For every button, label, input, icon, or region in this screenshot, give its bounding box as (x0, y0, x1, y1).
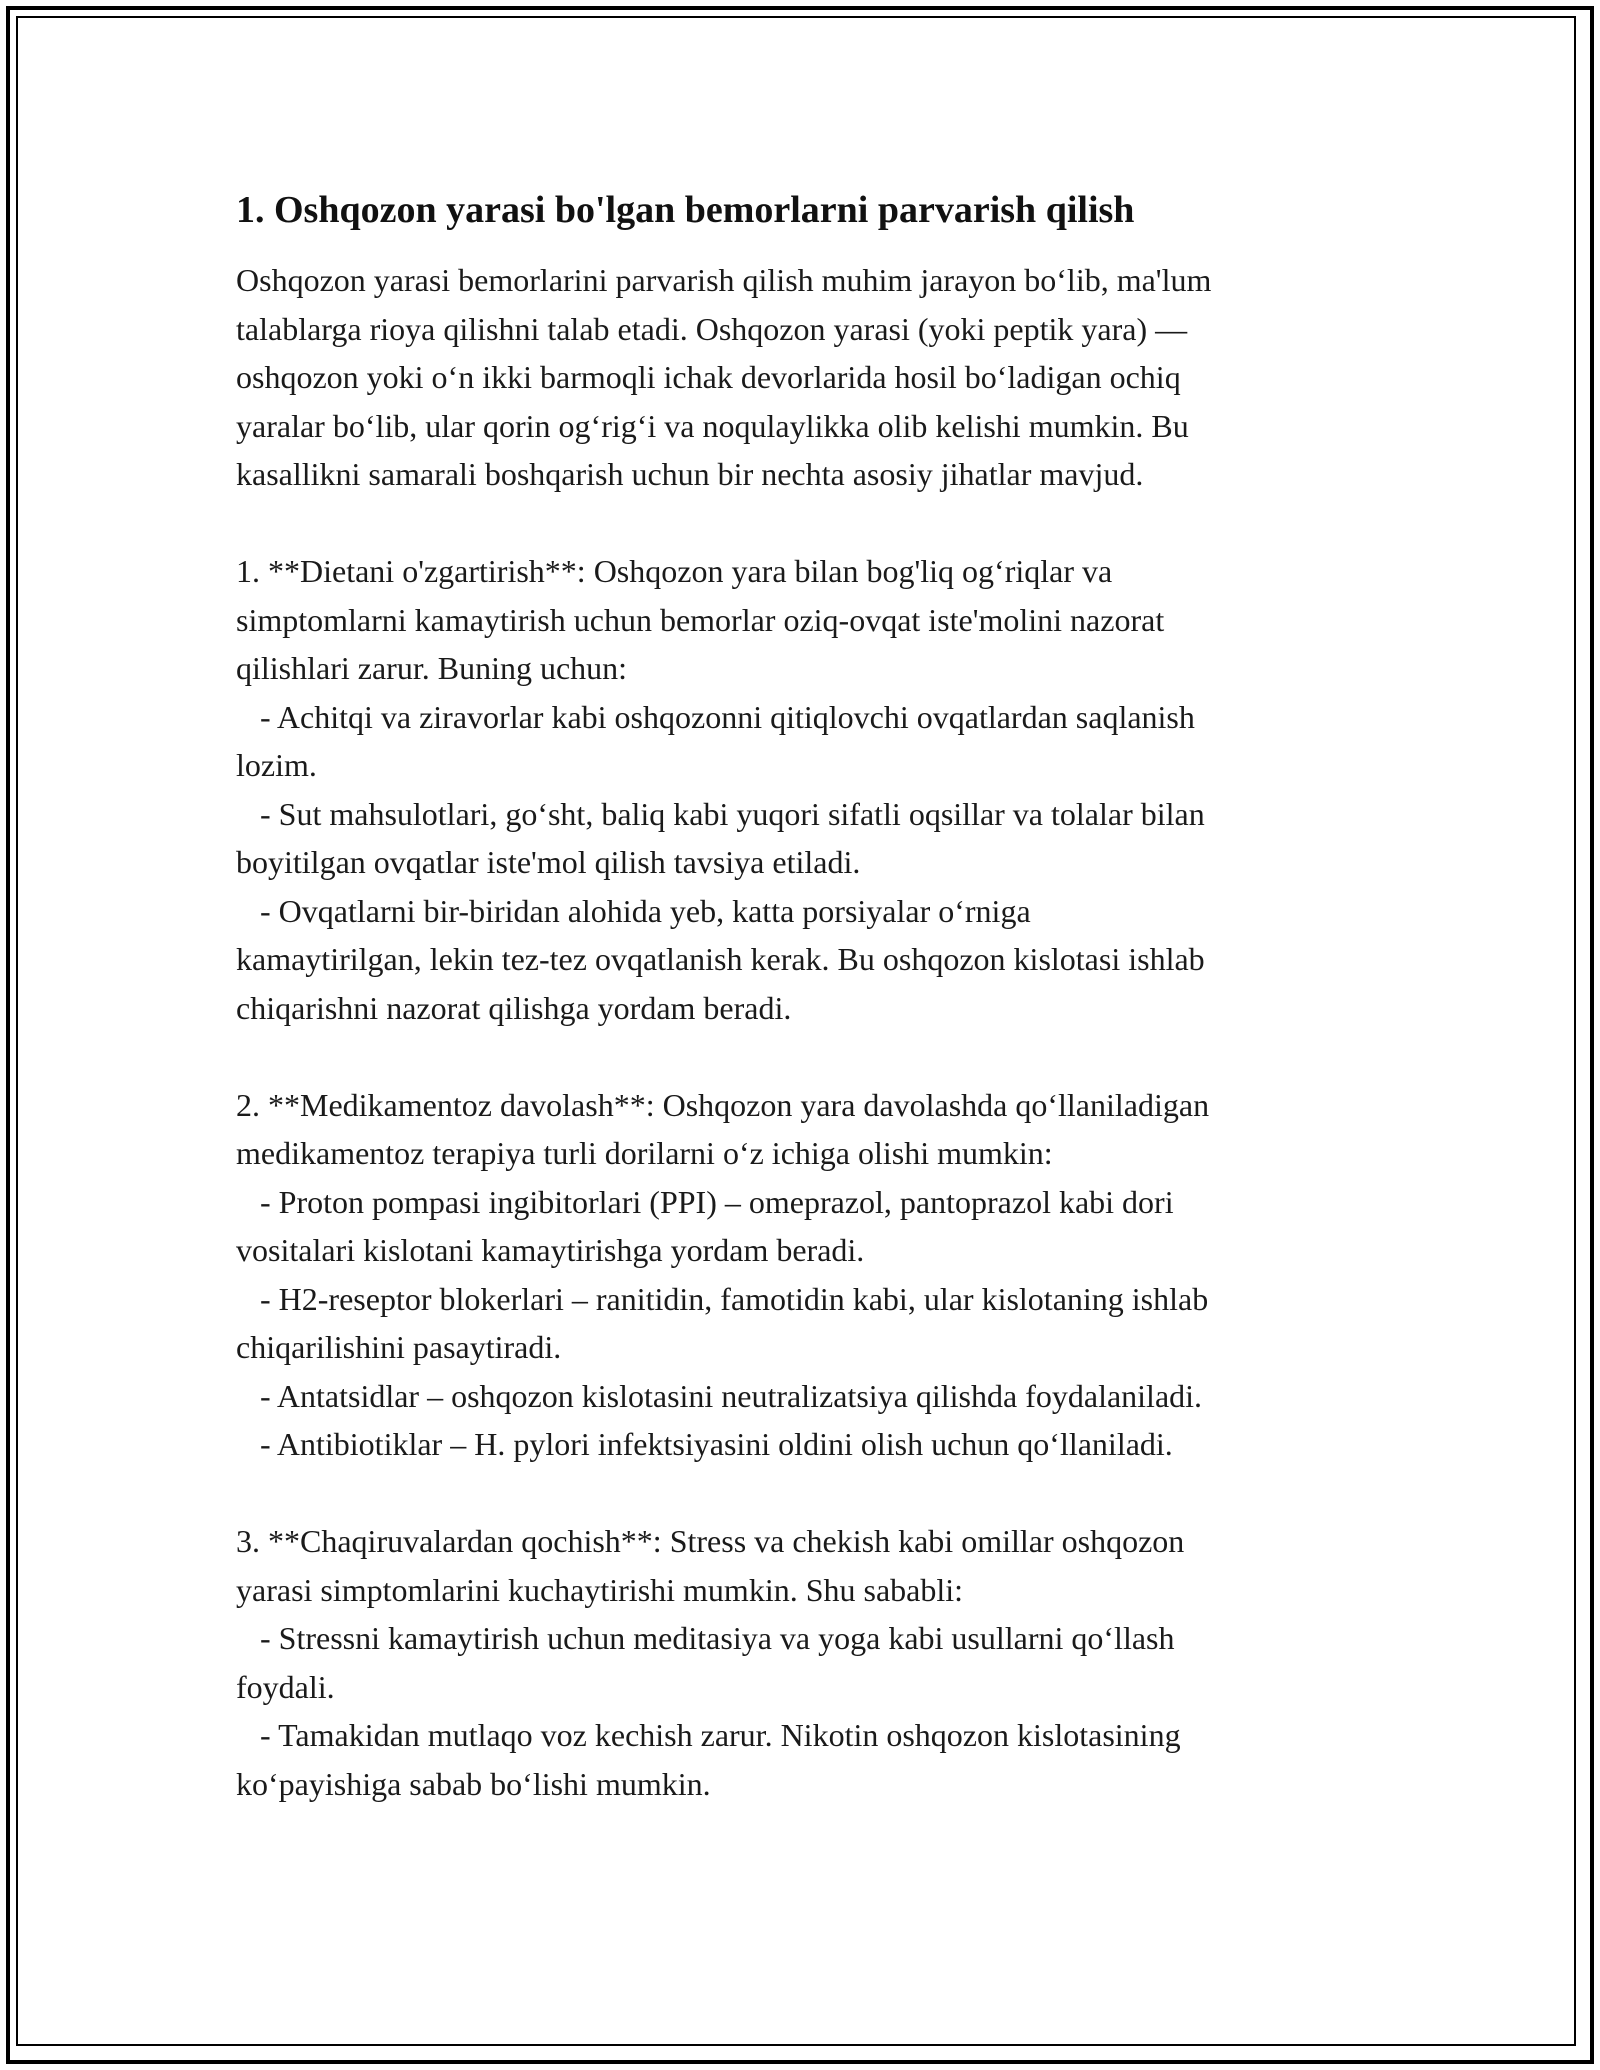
text-line: - Achitqi va ziravorlar kabi oshqozonni qitiqlovchi ovqatlardan saqlanish (236, 698, 1195, 735)
text-line: chiqarishni nazorat qilishga yordam beradi. (236, 989, 792, 1026)
text-line: oshqozon yoki o‘n ikki barmoqli ichak devorlarida hosil bo‘ladigan ochiq (236, 359, 1181, 395)
text-line: talablarga rioya qilishni talab etadi. Oshqozon yarasi (yoki peptik yara) — (236, 310, 1188, 347)
text-line: yaralar bo‘lib, ular qorin og‘rig‘i va noqulaylikka olib kelishi mumkin. Bu (236, 407, 1189, 444)
text-line: foydali. (236, 1668, 335, 1705)
text-line: - Ovqatlarni bir-biridan alohida yeb, katta porsiyalar o‘rniga (236, 892, 1031, 929)
text-line: lozim. (236, 747, 317, 783)
document-title: 1. Oshqozon yarasi bo'lgan bemorlarni parvarish qilish (236, 189, 1135, 231)
text-line: kasallikni samarali boshqarish uchun bir nechta asosiy jihatlar mavjud. (236, 456, 1144, 492)
text-line: - Antatsidlar – oshqozon kislotasini neutralizatsiya qilishda foydalaniladi. (236, 1377, 1203, 1414)
text-line: vositalari kislotani kamaytirishga yordam beradi. (236, 1232, 865, 1268)
text-line: Oshqozon yarasi bemorlarini parvarish qilish muhim jarayon bo‘lib, ma'lum (236, 262, 1212, 298)
text-line: yarasi simptomlarini kuchaytirishi mumkin. Shu sababli: (236, 1571, 964, 1608)
text-line: - Sut mahsulotlari, go‘sht, baliq kabi yuqori sifatli oqsillar va tolalar bilan (236, 795, 1205, 832)
text-line: medikamentoz terapiya turli dorilarni o‘z ichiga olishi mumkin: (236, 1135, 1053, 1171)
text-line: 2. **Medikamentoz davolash**: Oshqozon yara davolashda qo‘llaniladigan (236, 1086, 1210, 1123)
text-line: simptomlarni kamaytirish uchun bemorlar oziq-ovqat iste'molini nazorat (236, 601, 1165, 638)
text-line: ko‘payishiga sabab bo‘lishi mumkin. (236, 1765, 711, 1802)
text-line: 1. **Dietani o'zgartirish**: Oshqozon yara bilan bog'liq og‘riqlar va (236, 553, 1113, 589)
blank-line (236, 1032, 1366, 1081)
text-line: kamaytirilgan, lekin tez-tez ovqatlanish kerak. Bu oshqozon kislotasi ishlab (236, 941, 1205, 977)
text-line: boyitilgan ovqatlar iste'mol qilish tavsiya etiladi. (236, 844, 861, 880)
document-text (236, 256, 1366, 1808)
text-line: - Antibiotiklar – H. pylori infektsiyasini oldini olish uchun qo‘llaniladi. (236, 1426, 1173, 1462)
text-line: - Tamakidan mutlaqo voz kechish zarur. Nikotin oshqozon kislotasining (236, 1717, 1181, 1753)
text-line: qilishlari zarur. Buning uchun: (236, 650, 628, 686)
blank-line (236, 499, 1366, 548)
blank-line (236, 1469, 1366, 1518)
text-line: 3. **Chaqiruvalardan qochish**: Stress va chekish kabi omillar oshqozon (236, 1523, 1185, 1559)
text-line: chiqarilishini pasaytiradi. (236, 1329, 562, 1365)
document-body (236, 186, 1366, 1808)
text-line: - Stressni kamaytirish uchun meditasiya va yoga kabi usullarni qo‘llash (236, 1620, 1175, 1656)
text-line: - H2-reseptor blokerlari – ranitidin, famotidin kabi, ular kislotaning ishlab (236, 1280, 1209, 1317)
text-line: - Proton pompasi ingibitorlari (PPI) – omeprazol, pantoprazol kabi dori (236, 1183, 1174, 1220)
